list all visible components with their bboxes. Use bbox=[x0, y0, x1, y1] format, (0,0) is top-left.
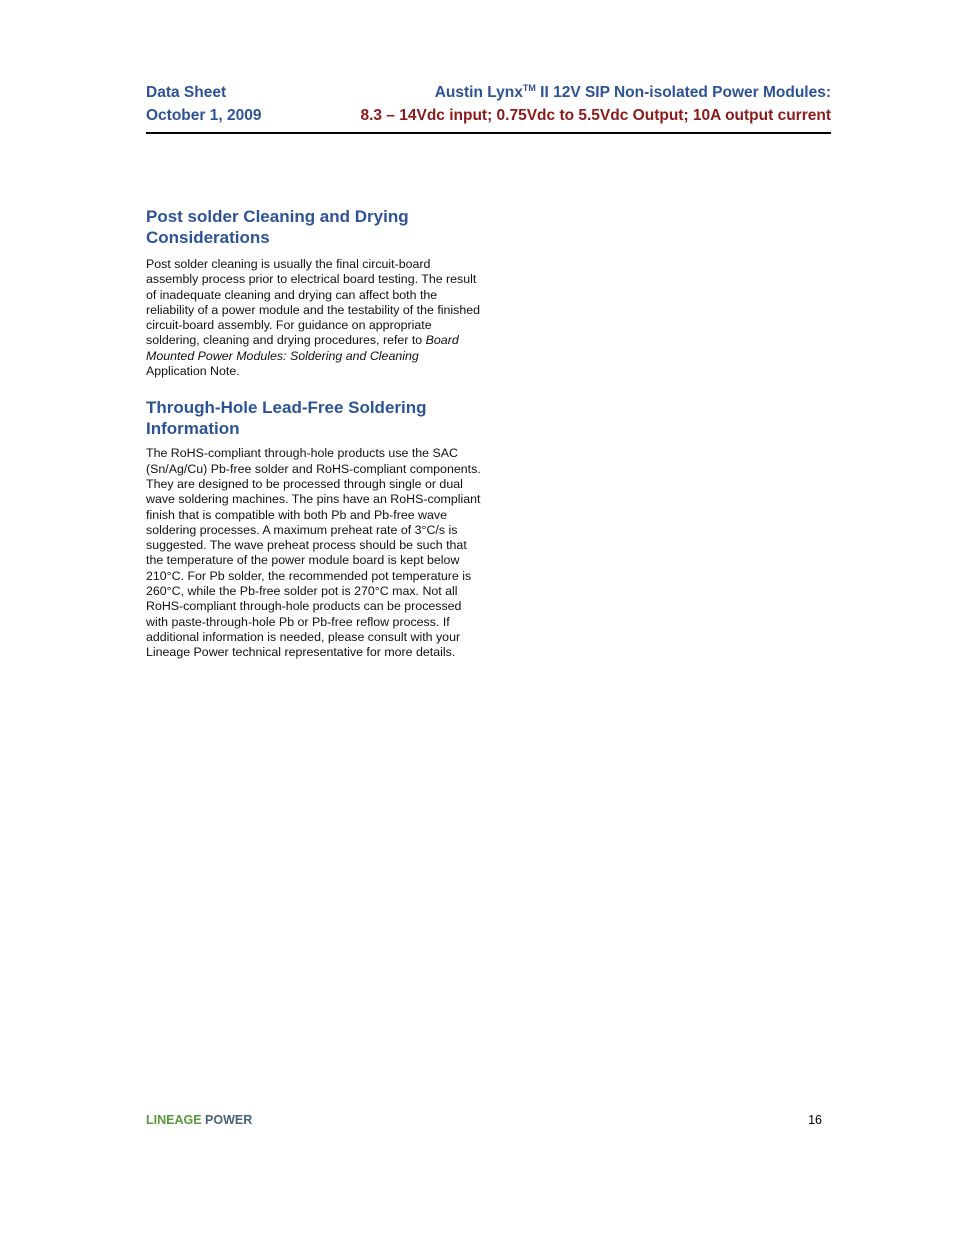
product-title-prefix: Austin Lynx bbox=[434, 84, 523, 101]
cleaning-text-end: Application Note. bbox=[146, 364, 240, 379]
cleaning-text-start: Post solder cleaning is usually the final circuit-board assembly process prior to electrical board testing. The result of inadequate cleaning and drying can affect both the reliability of a power module and the testability of the finished circuit-board assembly. For guidance on appropriate soldering, cleaning and drying procedures, refer to bbox=[146, 257, 481, 348]
page-number: 16 bbox=[808, 1113, 822, 1127]
product-subtitle: 8.3 – 14Vdc input; 0.75Vdc to 5.5Vdc Output; 10A output current bbox=[360, 107, 831, 124]
header-line-2 bbox=[146, 105, 831, 127]
footer-brand-logo bbox=[146, 1112, 252, 1128]
main-content bbox=[146, 206, 481, 661]
page-header bbox=[146, 82, 831, 134]
doc-type-label: Data Sheet bbox=[146, 84, 227, 101]
doc-date: October 1, 2009 bbox=[146, 107, 262, 124]
section-body-soldering: The RoHS-compliant through-hole products use the SAC (Sn/Ag/Cu) Pb-free solder and RoHS-compliant components. They are designed to be processed through single or dual wave soldering machines. The pins have an RoHS-compliant finish that is compatible with both Pb and Pb-free wave soldering processes. A maximum preheat rate of 3°C/s is suggested. The wave preheat process should be such that the temperature of the power module board is kept below 210°C. For Pb solder, the recommended pot temperature is 260°C, while the Pb-free solder pot is 270°C max. Not all RoHS-compliant through-hole products can be processed with paste-through-hole Pb or Pb-free reflow process. If additional information is needed, please consult with your Lineage Power technical representative for more details. bbox=[146, 446, 481, 660]
section-body-cleaning bbox=[146, 257, 481, 379]
brand-word-power: POWER bbox=[205, 1113, 253, 1127]
section-heading-cleaning: Post solder Cleaning and Drying Considerations bbox=[146, 207, 409, 247]
app-note-title: Board Mounted Power Modules: Soldering and Cleaning bbox=[146, 333, 459, 363]
product-title bbox=[435, 82, 831, 104]
brand-word-lineage: LINEAGE bbox=[146, 1113, 202, 1127]
section-heading-soldering: Through-Hole Lead-Free Soldering Information bbox=[146, 398, 427, 439]
product-title-suffix: II 12V SIP Non-isolated Power Modules: bbox=[535, 84, 831, 101]
header-line-1 bbox=[146, 82, 831, 104]
trademark-mark: TM bbox=[522, 83, 536, 93]
